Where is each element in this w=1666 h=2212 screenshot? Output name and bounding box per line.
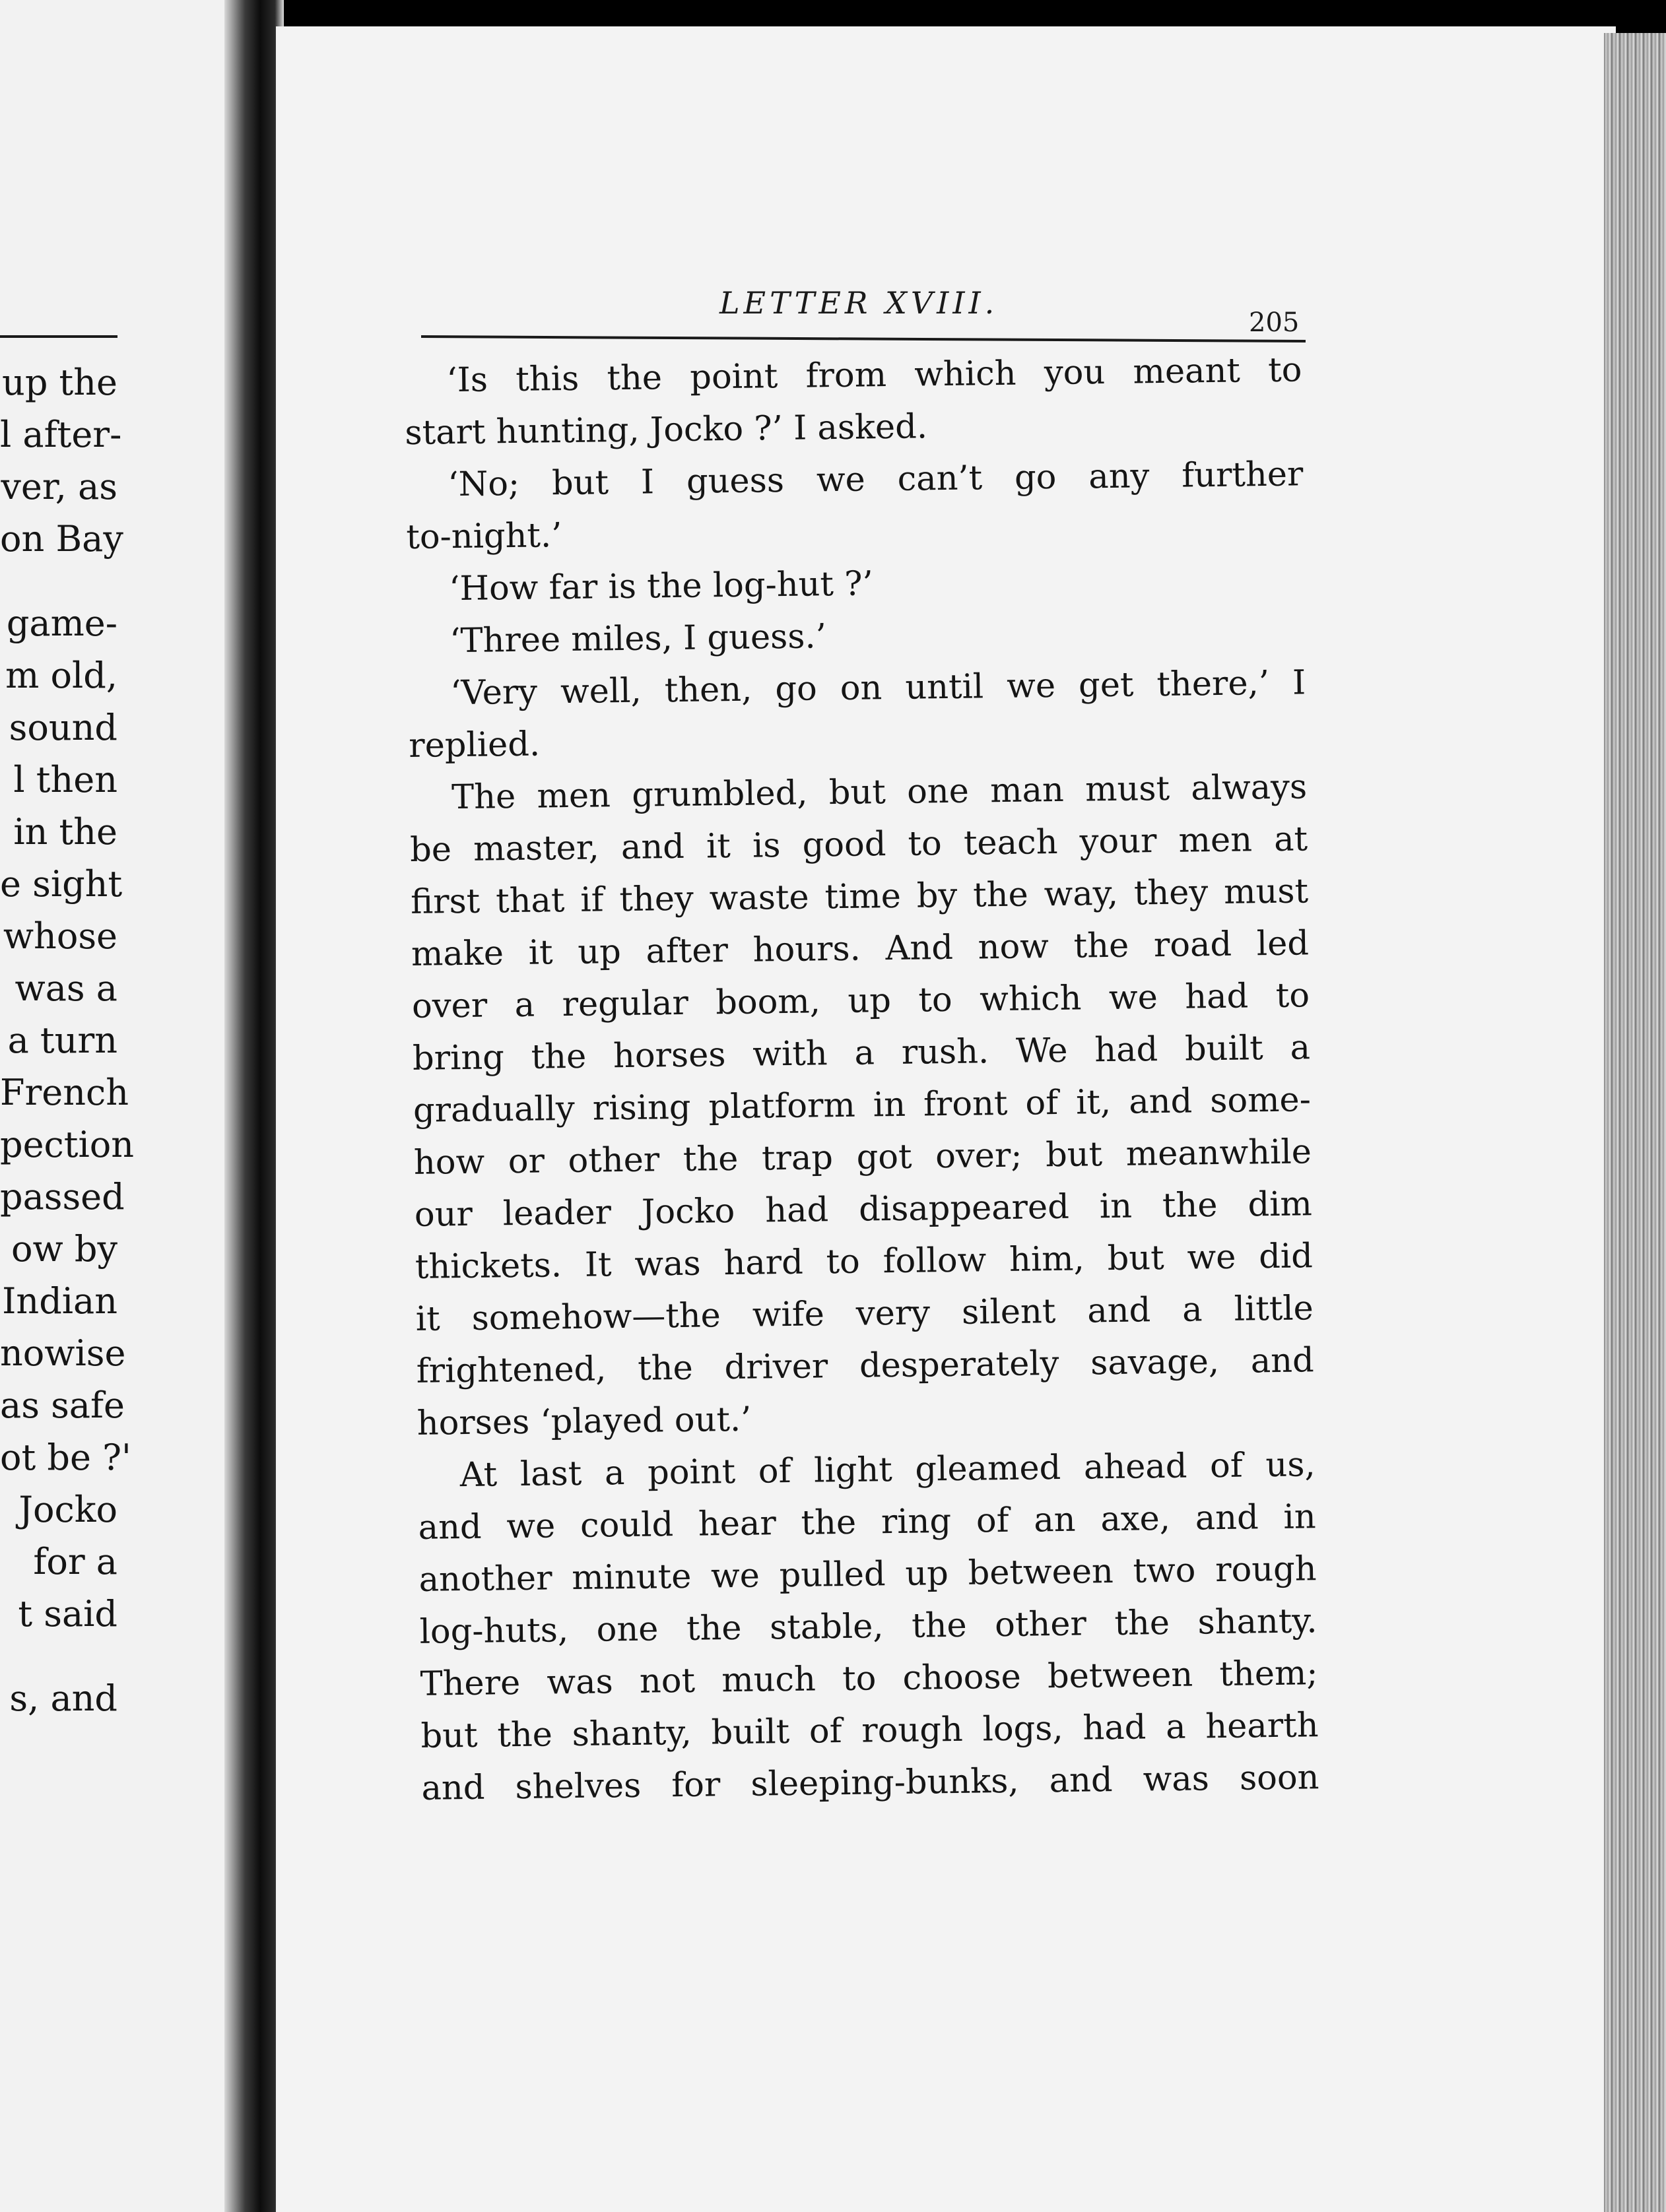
previous-page-line: l then — [13, 759, 117, 800]
text-line: how or other the trap got over; but meanwhile — [413, 1132, 1312, 1183]
text-line: thickets. It was hard to follow him, but we did — [415, 1237, 1314, 1287]
previous-page-line: s, and — [9, 1677, 117, 1719]
text-line: At last a point of light gleamed ahead of us, — [459, 1445, 1316, 1495]
running-header: LETTER XVIII. — [719, 285, 999, 321]
text-line: bring the horses with a rush. We had built a — [412, 1028, 1311, 1078]
previous-page — [0, 0, 231, 2212]
previous-page-line: e sight — [0, 863, 123, 905]
text-line: ‘Very well, then, go on until we get there,’ I — [450, 663, 1306, 713]
book-gutter — [224, 0, 284, 2212]
previous-page-line: nowise — [0, 1332, 126, 1374]
previous-page-line: l after- — [0, 414, 122, 455]
previous-page-line: pection — [0, 1124, 135, 1165]
text-line: make it up after hours. And now the road led — [411, 924, 1310, 974]
text-line: over a regular boom, up to which we had to — [411, 976, 1310, 1026]
text-line: be master, and it is good to teach your men at — [409, 820, 1308, 870]
previous-page-line: up the — [2, 362, 117, 403]
text-line: replied. — [408, 725, 541, 765]
previous-page-line: t said — [18, 1593, 117, 1635]
text-line: There was not much to choose between them; — [420, 1654, 1318, 1704]
previous-page-header-rule — [0, 335, 117, 338]
previous-page-line: ot be ?' — [0, 1437, 131, 1478]
text-line: frightened, the driver desperately savage, and — [416, 1341, 1315, 1391]
previous-page-line: on Bay — [0, 518, 123, 560]
previous-page-line: game- — [6, 602, 117, 644]
body-text — [404, 344, 1319, 1814]
page-number: 205 — [1249, 308, 1300, 338]
previous-page-line: whose — [3, 915, 117, 957]
text-line: start hunting, Jocko ?’ I asked. — [405, 407, 928, 453]
previous-page-line: ow by — [11, 1228, 117, 1270]
text-line: it somehow—the wife very silent and a little — [415, 1289, 1314, 1339]
previous-page-line: was a — [15, 967, 117, 1009]
previous-page-line: in the — [13, 811, 117, 853]
previous-page-line: ver, as — [1, 466, 117, 507]
previous-page-text — [0, 356, 135, 1724]
text-line: ‘Is this the point from which you meant to — [446, 350, 1302, 401]
text-line: ‘No; but I guess we can’t go any further — [448, 455, 1304, 505]
previous-page-line: passed — [0, 1176, 125, 1218]
previous-page-line: Indian — [2, 1280, 117, 1322]
previous-page-line: Jocko — [18, 1489, 117, 1530]
text-line: log-huts, one the stable, the other the shanty. — [419, 1602, 1317, 1652]
previous-page-line: for a — [33, 1541, 117, 1582]
text-line: The men grumbled, but one man must always — [451, 767, 1308, 818]
text-line: ‘How far is the log-hut ?’ — [448, 564, 874, 609]
page-edges — [1604, 33, 1666, 2212]
previous-page-line: a turn — [7, 1020, 117, 1061]
previous-page-line: French — [0, 1072, 129, 1113]
text-line: horses ‘played out.’ — [416, 1400, 752, 1443]
text-line: and we could hear the ring of an axe, and in — [418, 1497, 1316, 1547]
text-line: our leader Jocko had disappeared in the dim — [414, 1185, 1313, 1235]
text-line: gradually rising platform in front of it, and some- — [413, 1080, 1312, 1130]
text-line: to-night.’ — [406, 516, 562, 557]
previous-page-line: as safe — [0, 1384, 125, 1426]
text-line: and shelves for sleeping-bunks, and was soon — [421, 1758, 1319, 1808]
previous-page-line: sound — [9, 707, 117, 748]
previous-page-line: m old, — [5, 655, 117, 696]
text-line: first that if they waste time by the way, they must — [410, 872, 1309, 922]
text-line: ‘Three miles, I guess.’ — [449, 617, 827, 661]
text-line: another minute we pulled up between two rough — [418, 1549, 1317, 1600]
text-line: but the shanty, built of rough logs, had a hearth — [420, 1706, 1319, 1756]
